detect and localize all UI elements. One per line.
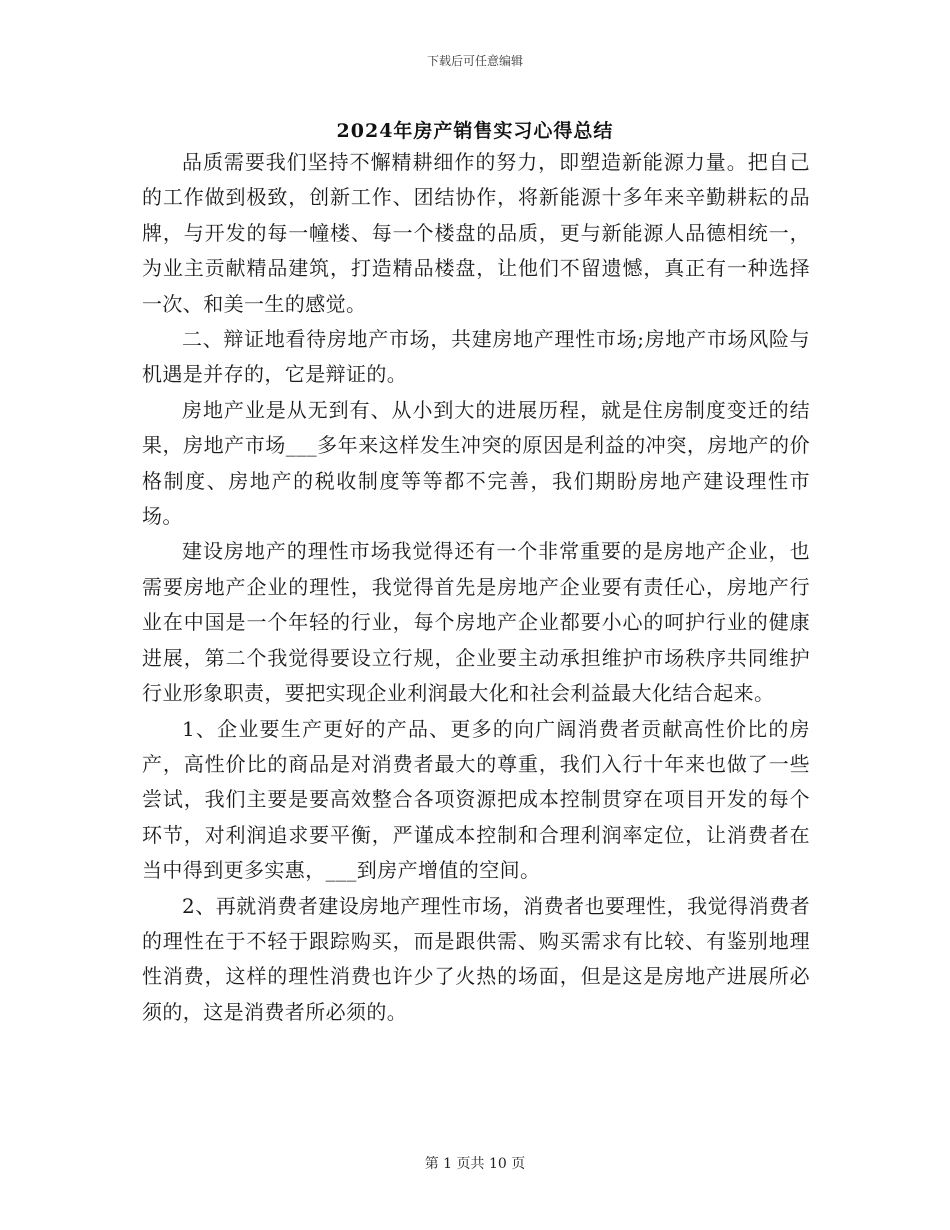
document-body [142, 145, 810, 1030]
paragraph: 1、企业要生产更好的产品、更多的向广阔消费者贡献高性价比的房产，高性价比的商品是对消费者最大的尊重，我们入行十年来也做了一些尝试，我们主要是要高效整合各项资源把成本控制贯穿在项目开发的每个环节，对利润追求要平衡，严谨成本控制和合理利润率定位，让消费者在当中得到更多实惠，___到房产增值的空间。 [142, 716, 810, 883]
page-indicator: 第 1 页共 10 页 [424, 1156, 526, 1172]
paragraph: 房地产业是从无到有、从小到大的进展历程，就是住房制度变迁的结果，房地产市场___多年来这样发生冲突的原因是利益的冲突，房地产的价格制度、房地产的税收制度等等都不完善，我们期盼房地产建设理性市场。 [142, 397, 810, 529]
paragraph: 建设房地产的理性市场我觉得还有一个非常重要的是房地产企业，也需要房地产企业的理性，我觉得首先是房地产企业要有责任心，房地产行业在中国是一个年轻的行业，每个房地产企业都要小心的呵护行业的健康进展，第二个我觉得要设立行规，企业要主动承担维护市场秩序共同维护行业形象职责，要把实现企业利润最大化和社会利益最大化结合起来。 [142, 539, 810, 706]
paragraph: 2、再就消费者建设房地产理性市场，消费者也要理性，我觉得消费者的理性在于不轻于跟踪购买，而是跟供需、购买需求有比较、有鉴别地理性消费，这样的理性消费也许少了火热的场面，但是这是房地产进展所必须的，这是消费者所必须的。 [142, 893, 810, 1024]
header-note: 下载后可任意编辑 [426, 54, 523, 68]
document-title: 2024年房产销售实习心得总结 [336, 120, 614, 142]
paragraph: 品质需要我们坚持不懈精耕细作的努力，即塑造新能源力量。把自己的工作做到极致，创新工作、团结协作，将新能源十多年来辛勤耕耘的品牌，与开发的每一幢楼、每一个楼盘的品质，更与新能源人品德相统一，为业主贡献精品建筑，打造精品楼盘，让他们不留遗憾，真正有一种选择一次、和美一生的感觉。 [142, 150, 810, 316]
paragraph: 二、辩证地看待房地产市场，共建房地产理性市场;房地产市场风险与机遇是并存的，它是辩证的。 [142, 327, 810, 387]
